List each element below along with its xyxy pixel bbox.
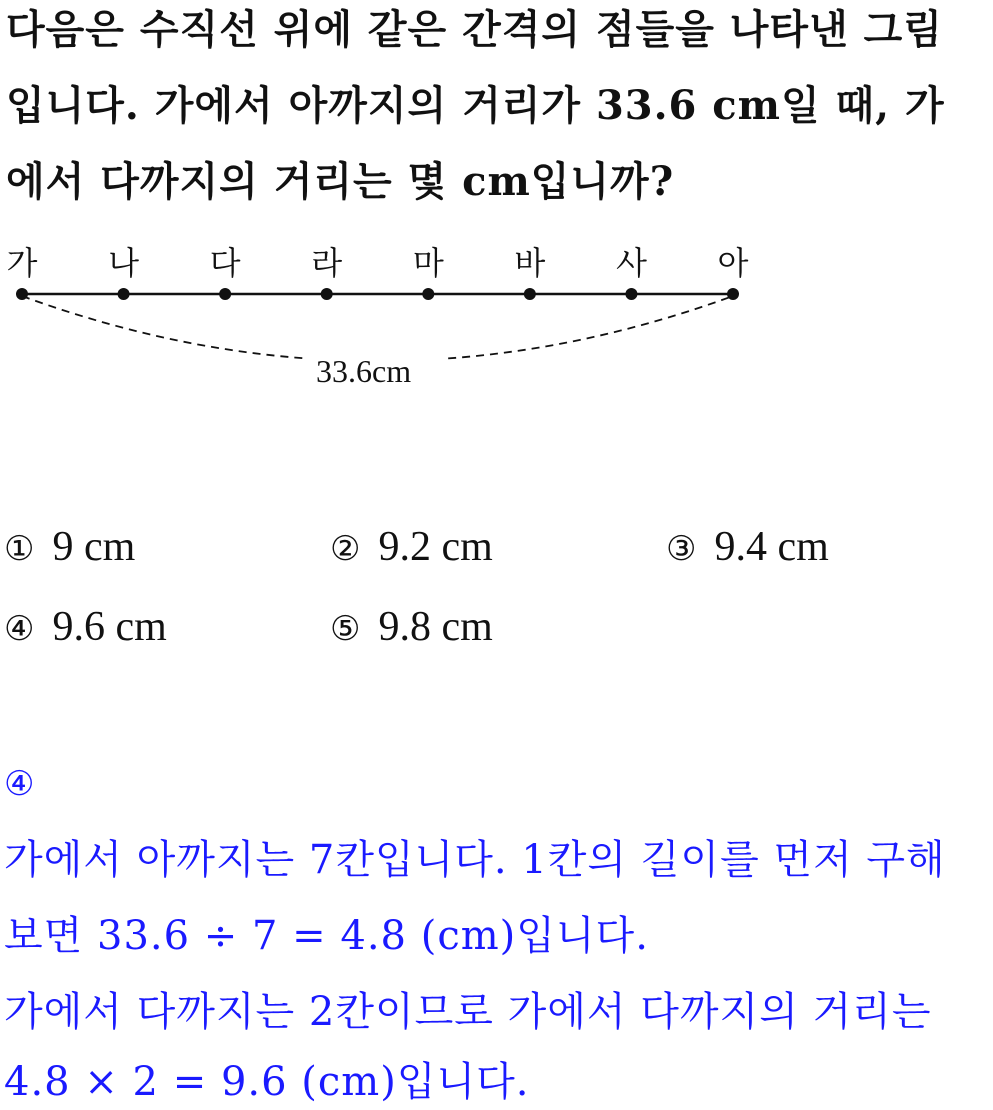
point-label: 바 — [514, 244, 546, 282]
choice-5[interactable] — [330, 602, 493, 654]
number-line-diagram — [0, 230, 993, 400]
choice-1[interactable] — [4, 522, 135, 574]
answer-line-1: 가에서 아까지는 7칸입니다. 1칸의 길이를 먼저 구해 — [4, 837, 946, 883]
choice-5-number: ⑤ — [330, 609, 361, 649]
choice-3-text: 9.4 cm — [714, 524, 829, 570]
point-dot — [524, 288, 536, 300]
choice-4-text: 9.6 cm — [52, 604, 167, 650]
point-dot — [321, 288, 333, 300]
point-label: 사 — [615, 244, 647, 282]
choice-3-number: ③ — [666, 529, 697, 569]
point-label: 아 — [717, 244, 749, 282]
answer-line-2: 보면 33.6 ÷ 7 = 4.8 (cm)입니다. — [4, 913, 649, 959]
question-line-1: 다음은 수직선 위에 같은 간격의 점들을 나타낸 그림 — [6, 6, 943, 53]
question-line-2: 입니다. 가에서 아까지의 거리가 33.6 cm일 때, 가 — [6, 82, 945, 129]
choice-2-number: ② — [330, 529, 361, 569]
choice-1-number: ① — [4, 529, 35, 569]
answer-line-3: 가에서 다까지는 2칸이므로 가에서 다까지의 거리는 — [4, 989, 932, 1035]
point-label: 다 — [209, 244, 241, 282]
point-dot — [118, 288, 130, 300]
answer-mark: ④ — [4, 764, 36, 804]
choice-1-text: 9 cm — [52, 524, 136, 570]
point-dot — [727, 288, 739, 300]
point-dot — [625, 288, 637, 300]
choice-3[interactable] — [666, 522, 829, 574]
point-dot — [219, 288, 231, 300]
point-dot — [16, 288, 28, 300]
choice-2-text: 9.2 cm — [378, 524, 493, 570]
point-label: 나 — [108, 244, 140, 282]
choice-5-text: 9.8 cm — [378, 604, 493, 650]
point-label: 라 — [311, 244, 343, 282]
point-label: 마 — [412, 244, 444, 282]
question-line-3: 에서 다까지의 거리는 몇 cm입니까? — [6, 158, 675, 205]
answer-line-4: 4.8 × 2 = 9.6 (cm)입니다. — [4, 1059, 530, 1105]
distance-label: 33.6cm — [316, 353, 412, 389]
point-label: 가 — [6, 244, 38, 282]
choice-4-number: ④ — [4, 609, 35, 649]
choice-4[interactable] — [4, 602, 167, 654]
point-dot — [422, 288, 434, 300]
choice-2[interactable] — [330, 522, 493, 574]
